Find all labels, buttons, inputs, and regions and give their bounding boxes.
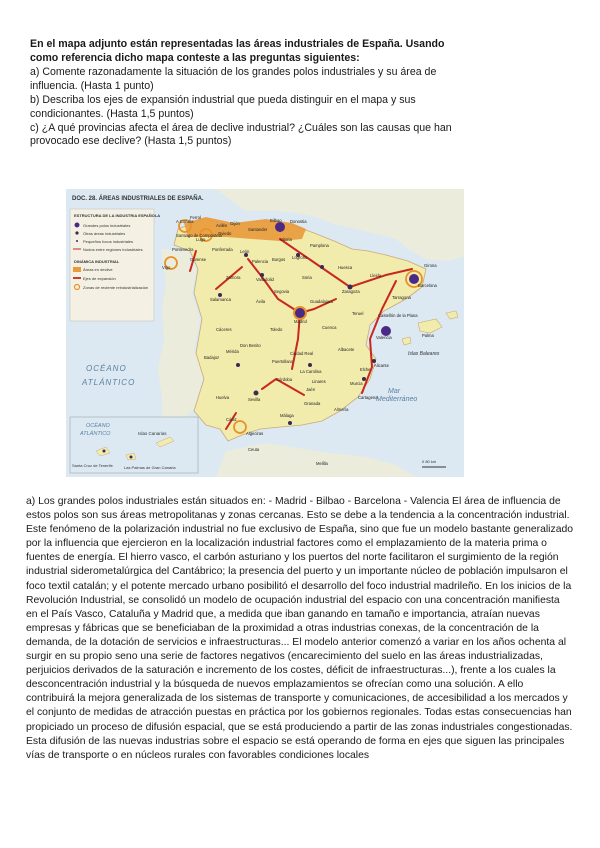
question-b: b) Describa los ejes de expansión industrial que pueda distinguir en el mapa y sus condicionantes. (Hasta 1,5 puntos) [30,93,416,120]
city-castellon: Castellón de la Plana [378,313,418,318]
focus-gran-canaria [130,456,133,459]
legend-decline-symbol [73,267,81,272]
city-a-coruna: A Coruña [176,219,194,224]
city-girona: Girona [424,263,437,268]
legend-major-pole-label: Grandes polos industriales [83,223,131,228]
city-santander: Santander [248,227,268,232]
city-sevilla: Sevilla [248,397,261,402]
legend-major-pole-symbol [75,223,80,228]
city-melilla: Melilla [316,461,328,466]
city-algeciras: Algeciras [246,431,264,436]
city-gijon: Gijón [230,221,240,226]
city-huelva: Huelva [216,395,230,400]
city-granada: Granada [304,401,321,406]
industrial-areas-map [66,189,464,477]
legend-decline-label: Áreas en declive [83,267,113,272]
mar-label-2: Mediterráneo [376,396,418,403]
city-ponferrada: Ponferrada [212,247,233,252]
city-leon: León [240,249,250,254]
focus-pamplona [320,265,324,269]
city-ciudad-real: Ciudad Real [290,351,314,356]
question-c: c) ¿A qué provincias afecta el área de declive industrial? ¿Cuáles son las causas que han provocado ese declive? (Hasta 1,5 puntos) [30,121,452,148]
baleares-label: Islas Baleares [408,351,440,357]
city-linares: Linares [312,379,326,384]
focus-merida [236,363,240,367]
city-madrid: Madrid [294,319,307,324]
focus-murcia [362,377,366,381]
lp-gran-canaria-label: Las Palmas de Gran Canaria [124,465,176,470]
city-ourense: Ourense [190,257,207,262]
city-bilbao: Bilbao [270,218,282,223]
focus-tenerife [103,450,106,453]
city-segovia: Segovia [274,289,290,294]
city-albacete: Albacete [338,347,355,352]
city-palma: Palma [422,333,434,338]
canary-islands-label: Islas Canarias [138,431,167,436]
pole-bilbao [275,222,285,232]
focus-malaga [288,421,292,425]
legend-other-area-symbol [75,231,78,234]
city-cuenca: Cuenca [322,325,337,330]
city-merida: Mérida [226,349,239,354]
city-cordoba: Córdoba [276,377,293,382]
legend-heading-dynamics: DINÁMICA INDUSTRIAL [74,259,120,264]
city-lleida: Lleida [370,273,382,278]
canary-ocean-label-2: ATLÁNTICO [80,431,111,437]
legend-small-focus-label: Pequeños focos industriales [83,239,134,244]
city-badajoz: Badajoz [204,355,220,360]
city-guadalajara: Guadalajara [310,299,333,304]
focus-sevilla [254,391,259,396]
city-cadiz: Cádiz [226,417,237,422]
map-svg [66,189,464,477]
city-ceuta: Ceuta [248,447,260,452]
legend-reindustrialization-label: Zonas de reciente reindustrialización [83,285,149,290]
city-valladolid: Valladolid [256,277,274,282]
city-don-benito: Don Benito [240,343,261,348]
city-palencia: Palencia [252,259,269,264]
legend-other-area-label: Otras áreas industriales [83,231,126,236]
city-pamplona: Pamplona [310,243,329,248]
city-salamanca: Salamanca [210,297,231,302]
city-huesca: Huesca [338,265,353,270]
city-zamora: Zamora [226,275,241,280]
city-malaga: Málaga [280,413,294,418]
city-alicante: Alicante [374,363,389,368]
city-toledo: Toledo [270,327,283,332]
map-legend [70,209,160,321]
city-vigo: Vigo [162,265,171,270]
mar-label-1: Mar [388,388,401,395]
city-murcia: Murcia [350,381,363,386]
canary-ocean-label-1: OCÉANO [86,423,110,429]
city-lugo: Lugo [196,237,206,242]
city-caceres: Cáceres [216,327,232,332]
pole-madrid [294,307,306,319]
exam-questions [30,38,470,150]
answer-text: a) Los grandes polos industriales están situados en: - Madrid - Bilbao - Barcelona - Valencia El área de influencia de estos polos son sus áreas metropolitanas y zonas cercanas. Esto se debe a la tendencia a la concentración industrial. Este fenómeno de la polarización industrial no fue exclusivo de España, sino que fue un modelo bastante generalizado por la influencia que ejercieron en la localización industrial factores como el emplazamiento de la materia prima o fuentes de energía. El hierro vasco, el carbón asturiano y los puertos del norte facilitaron el surgimiento de la región industrial siderometalúrgica del Cantábrico; la presencia del puerto y un importante núcleo de población impulsaron el foco textil catalán; y el potente mercado urbano posibilitó el desarrollo del foco industrial madrileño. En los inicios de la Revolución Industrial, se consolidó un modelo de ocupación industrial del espacio con una concentración manifiesta en el País Vasco, Cataluña y Madrid que, a medida que iban ganando en tamaño e importancia, atraían nuevas empresas y fábricas que se beneficiaban de la proximidad a otras industrias conexas, de la concentración de la demanda, de la dotación de servicios e infraestructuras... El modelo anterior comenzó a variar en los años ochenta al surgir en su propio seno una serie de factores negativos (encarecimiento del suelo en las áreas industrializadas, perjuicios derivados de la saturación e incremento de los costes, déficit de infraestructuras...), frente a los cuales la desconcentración industrial y la búsqueda de nuevos emplazamientos se ofrecían como una solución. A ello contribuirá la mejora generalizada de los sistemas de transporte y comunicaciones, de accesibilidad a los mercados y el conjunto de medidas de atracción puestas en práctica por los gobiernos regionales. Todas estas consecuencias han propiciado un proceso de difusión espacial, que se está produciendo a partir de las zonas industriales congestionadas. Esta difusión de las nuevas industrias sobre el espacio se está operando de forma en ejes que siguen las principales vías de transporte o en núcleos rurales con favorables condiciones locales [26,496,574,761]
ocean-label-2: ATLÁNTICO [82,378,136,387]
city-donostia: Donostia [290,219,307,224]
legend-node-label: Nodos entre regiones industriales [83,247,143,252]
legend-small-focus-symbol [76,240,78,242]
city-aviles: Avilés [216,223,228,228]
city-zaragoza: Zaragoza [342,289,360,294]
city-burgos: Burgos [272,257,286,262]
legend-axis-label: Ejes de expansión [83,276,116,281]
legend-heading-structure: ESTRUCTURA DE LA INDUSTRIA ESPAÑOLA [74,213,161,218]
city-soria: Soria [302,275,312,280]
sc-tenerife-label: Santa Cruz de Tenerife [72,463,113,468]
city-valencia: Valencia [376,335,392,340]
city-teruel: Teruel [352,311,364,316]
scale-label: 0 80 km [422,459,437,464]
ocean-label-1: OCÉANO [86,364,127,373]
focus-jaen [308,363,312,367]
city-pontevedra: Pontevedra [172,247,194,252]
city-barcelona: Barcelona [418,283,437,288]
canary-inset [70,417,198,473]
question-intro: En el mapa adjunto están representadas las áreas industriales de España. Usando como referencia dicho mapa conteste a las preguntas siguientes: [30,38,445,64]
city-elche: Elche [360,367,371,372]
city-ferrol: Ferrol [190,215,201,220]
city-santiago: Santiago de Compostela [176,233,222,238]
city-jaen: Jaén [306,387,316,392]
city-la-carolina: La Carolina [300,369,322,374]
map-title: DOC. 28. ÁREAS INDUSTRIALES DE ESPAÑA. [72,196,204,202]
city-tarragona: Tarragona [392,295,411,300]
question-a: a) Comente razonadamente la situación de los grandes polos industriales y su área de influencia. (Hasta 1 punto) [30,65,437,92]
city-logrono: Logroño [292,255,308,260]
city-almeria: Almería [334,407,349,412]
city-vitoria: Vitoria [280,237,292,242]
city-avila: Ávila [256,299,266,304]
city-cartagena: Cartagena [358,395,378,400]
answer-section [26,495,574,763]
city-puertollano: Puertollano [272,359,294,364]
city-oviedo: Oviedo [218,231,232,236]
